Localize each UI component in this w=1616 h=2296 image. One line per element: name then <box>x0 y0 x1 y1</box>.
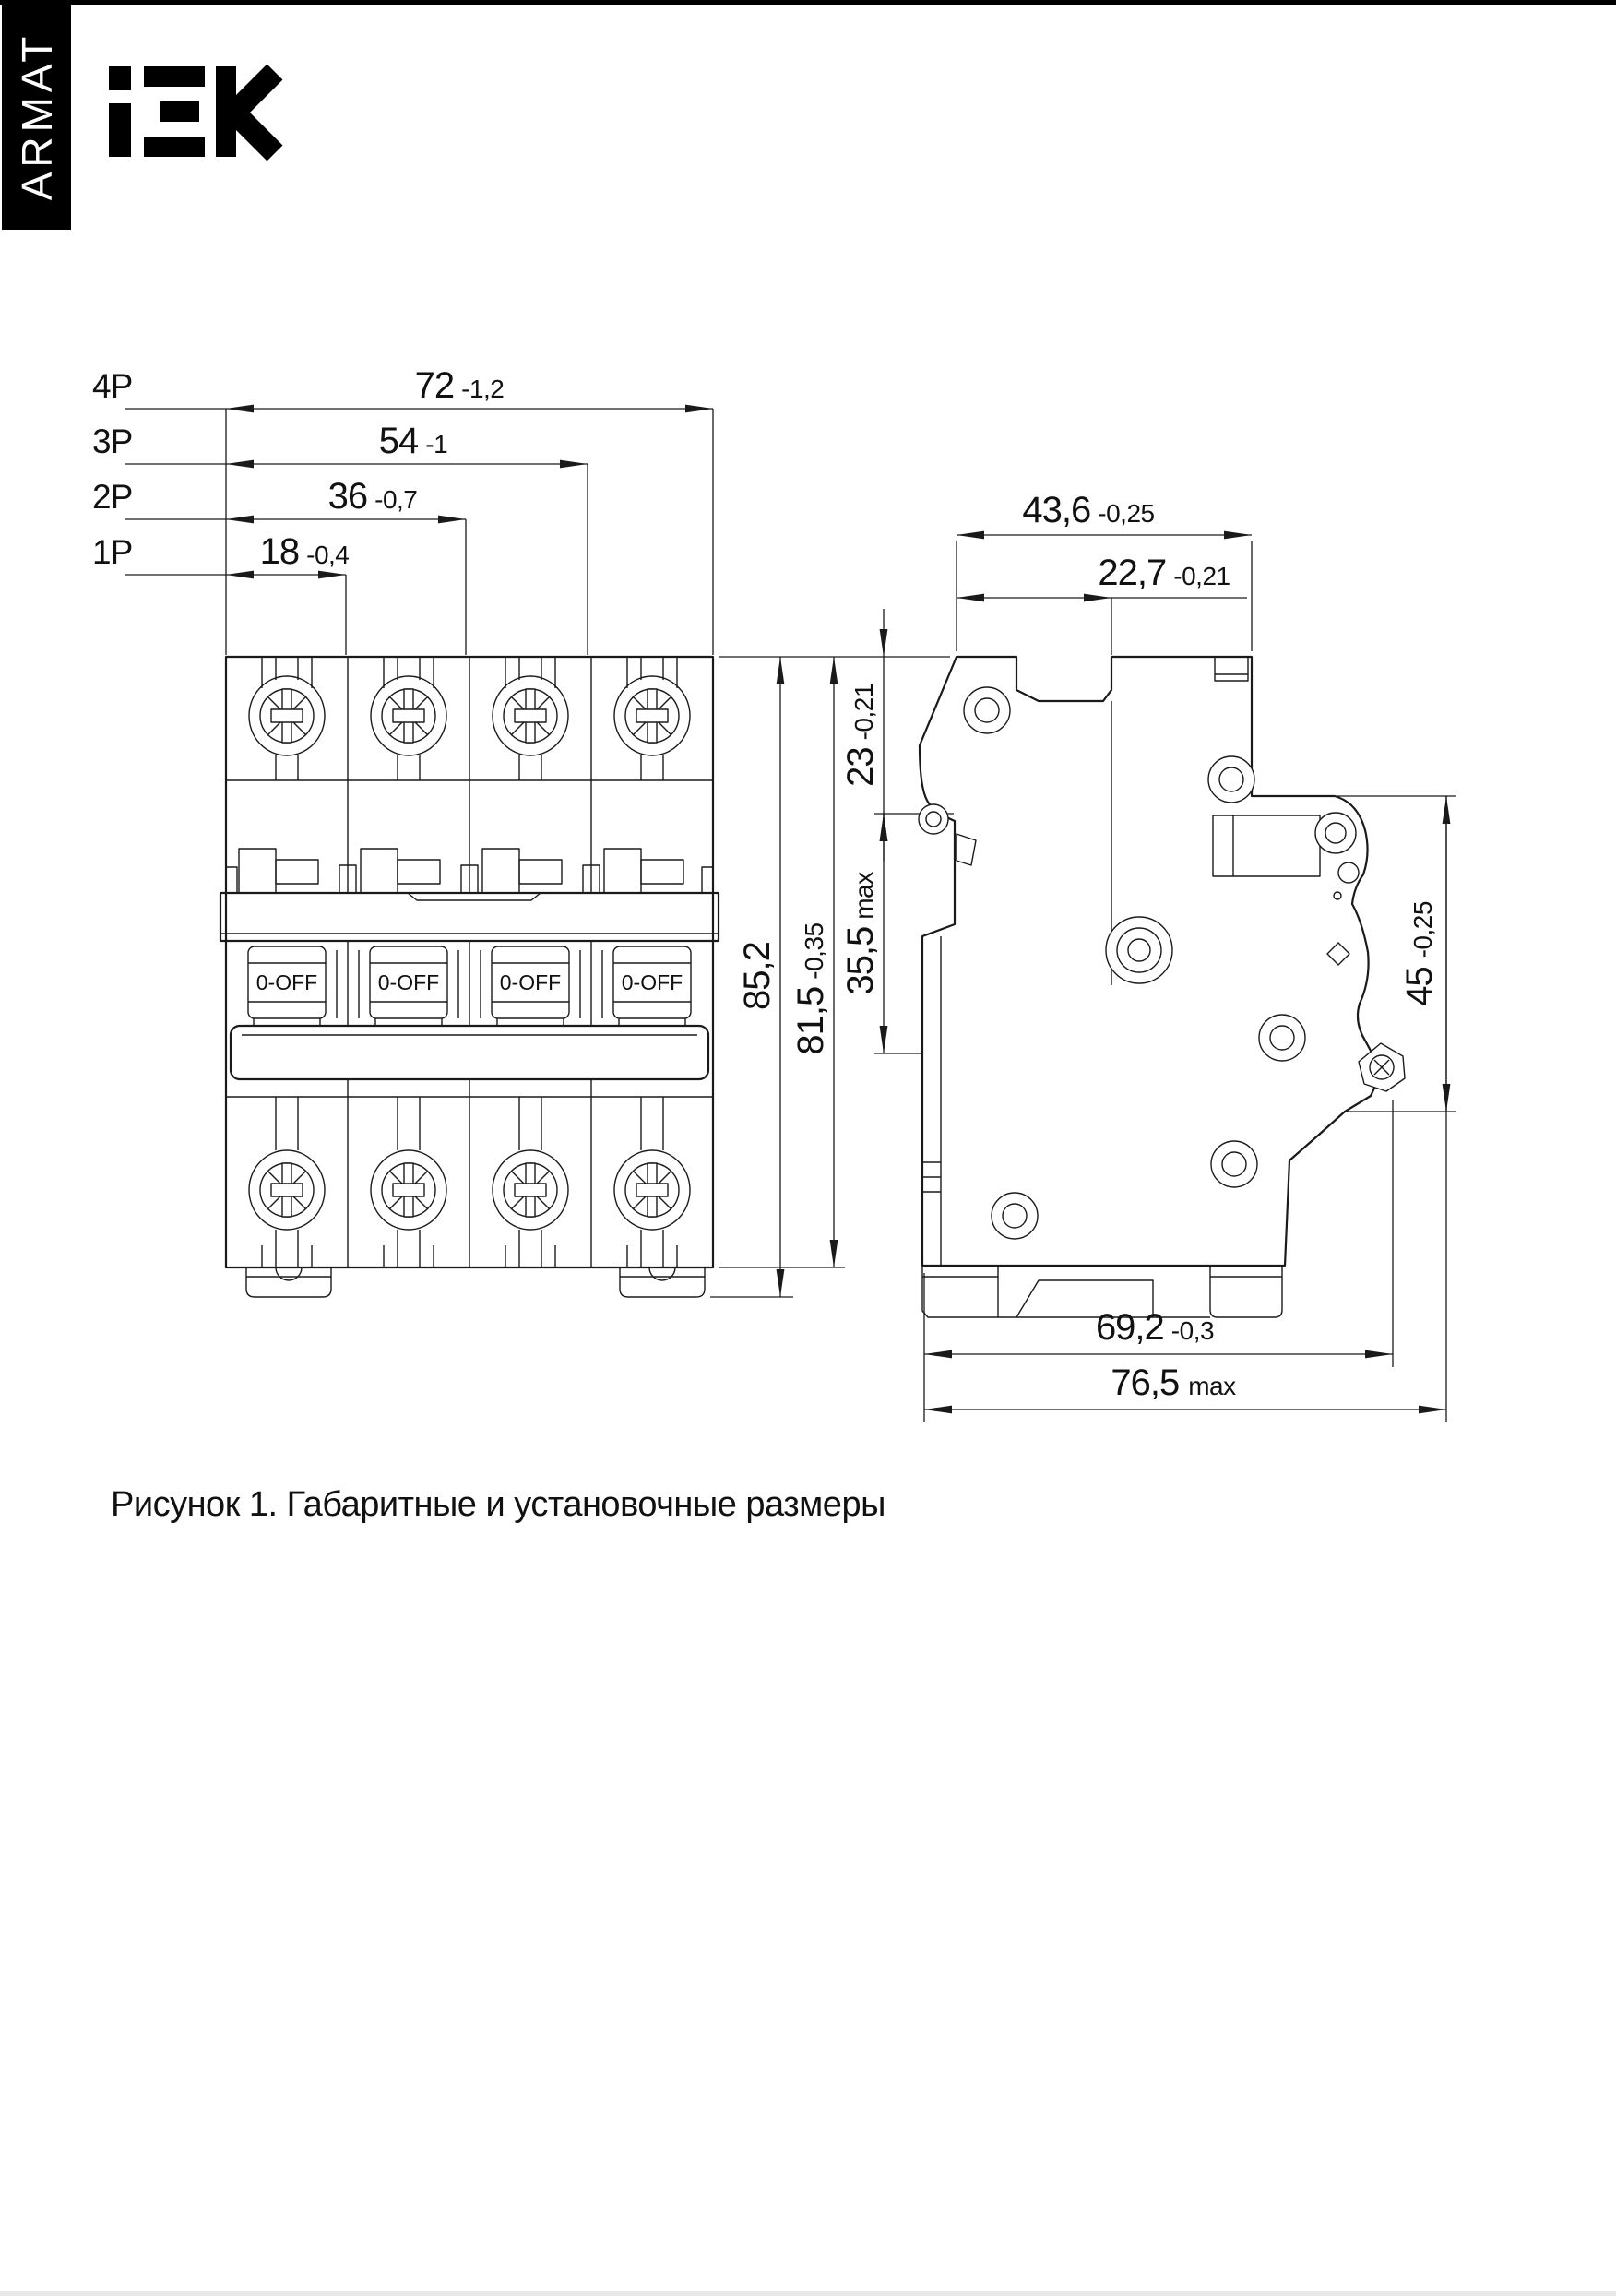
dim-value: 23-0,21 <box>840 684 881 787</box>
pole-count-label: 2P <box>92 478 133 516</box>
dim-value: 43,6 -0,25 <box>1022 490 1155 530</box>
dim-2p <box>92 476 466 519</box>
screw-top-3 <box>493 657 568 780</box>
dim-overall-width <box>957 490 1252 535</box>
pole-count-label: 4P <box>92 367 133 405</box>
logo-letter-k-icon <box>216 66 275 157</box>
screw-boss-6 <box>1211 1141 1257 1187</box>
side-toggle-window <box>1213 815 1320 876</box>
dim-latch-zone <box>840 814 884 1053</box>
dim-value: 72 -1,2 <box>414 365 505 406</box>
dim-1p <box>92 531 349 575</box>
iek-logo <box>109 66 275 157</box>
dim-value: 69,2 -0,3 <box>1095 1307 1215 1348</box>
screw-boss-5 <box>992 1193 1038 1239</box>
dim-3p <box>92 421 588 464</box>
front-view <box>220 657 719 1297</box>
screw-boss-center <box>1106 917 1172 983</box>
dim-value: 45-0,25 <box>1399 901 1440 1006</box>
dim-value: 22,7 -0,21 <box>1098 553 1230 593</box>
top-clip-plate <box>1215 657 1248 681</box>
pole-count-label: 1P <box>92 533 133 571</box>
screw-boss-2 <box>1208 756 1254 803</box>
front-mounting-feet <box>246 1267 705 1297</box>
dim-mount-depth <box>924 1307 1393 1354</box>
handle-tie-bar <box>231 1026 708 1079</box>
sidebar-series-label: ARMAT <box>13 31 61 201</box>
dim-body-height <box>790 657 834 1267</box>
dim-handle-offset-width <box>957 553 1247 598</box>
dim-value: 18 -0,4 <box>259 531 350 572</box>
side-dimensions <box>924 490 1456 1422</box>
dim-4p <box>92 365 713 409</box>
dim-value: 35,5max <box>840 872 881 995</box>
dim-overall-height <box>737 657 780 1297</box>
figure-caption: Рисунок 1. Габаритные и установочные размеры <box>111 1485 885 1524</box>
front-pole-dimensions <box>92 365 713 655</box>
toggle-off-label: 0-OFF <box>499 970 562 994</box>
pole-count-label: 3P <box>92 422 133 460</box>
front-cover-strip <box>220 893 719 941</box>
toggle-1 <box>248 946 326 1018</box>
dim-front-face <box>1399 796 1446 1112</box>
screw-top-1 <box>249 657 325 780</box>
screw-boss-4 <box>1259 1015 1305 1061</box>
handle-detail-holes <box>1327 862 1359 965</box>
height-dimensions <box>710 609 954 1297</box>
side-view <box>919 657 1405 1317</box>
toggle-off-label: 0-OFF <box>621 970 683 994</box>
brand-sidebar <box>2 0 71 230</box>
din-latch-rear <box>919 804 976 865</box>
toggle-off-label: 0-OFF <box>377 970 440 994</box>
dim-value: 76,5 max <box>1111 1362 1236 1403</box>
terminal-lock-screw <box>1359 1043 1405 1091</box>
screw-top-2 <box>371 657 446 780</box>
dim-value: 85,2 <box>737 942 778 1010</box>
screw-bottom-3 <box>493 1097 568 1267</box>
toggle-3 <box>492 946 569 1018</box>
logo-letter-e-icon <box>144 66 205 157</box>
dim-value: 81,5-0,35 <box>790 922 831 1055</box>
toggle-2 <box>370 946 447 1018</box>
dim-value: 54 -1 <box>378 421 448 461</box>
screw-bottom-4 <box>614 1097 690 1267</box>
screw-bottom-2 <box>371 1097 446 1267</box>
top-border-rule <box>0 0 1616 5</box>
logo-letter-i-icon <box>109 66 131 157</box>
screw-boss-1 <box>964 687 1010 733</box>
toggle-off-label: 0-OFF <box>255 970 318 994</box>
screw-bottom-1 <box>249 1097 325 1267</box>
dim-value: 36 -0,7 <box>327 476 418 517</box>
toggle-4 <box>613 946 691 1018</box>
screw-top-4 <box>614 657 690 780</box>
dim-top-offset <box>840 609 884 862</box>
dim-overall-depth <box>924 1362 1446 1410</box>
screw-boss-3 <box>1315 813 1356 853</box>
